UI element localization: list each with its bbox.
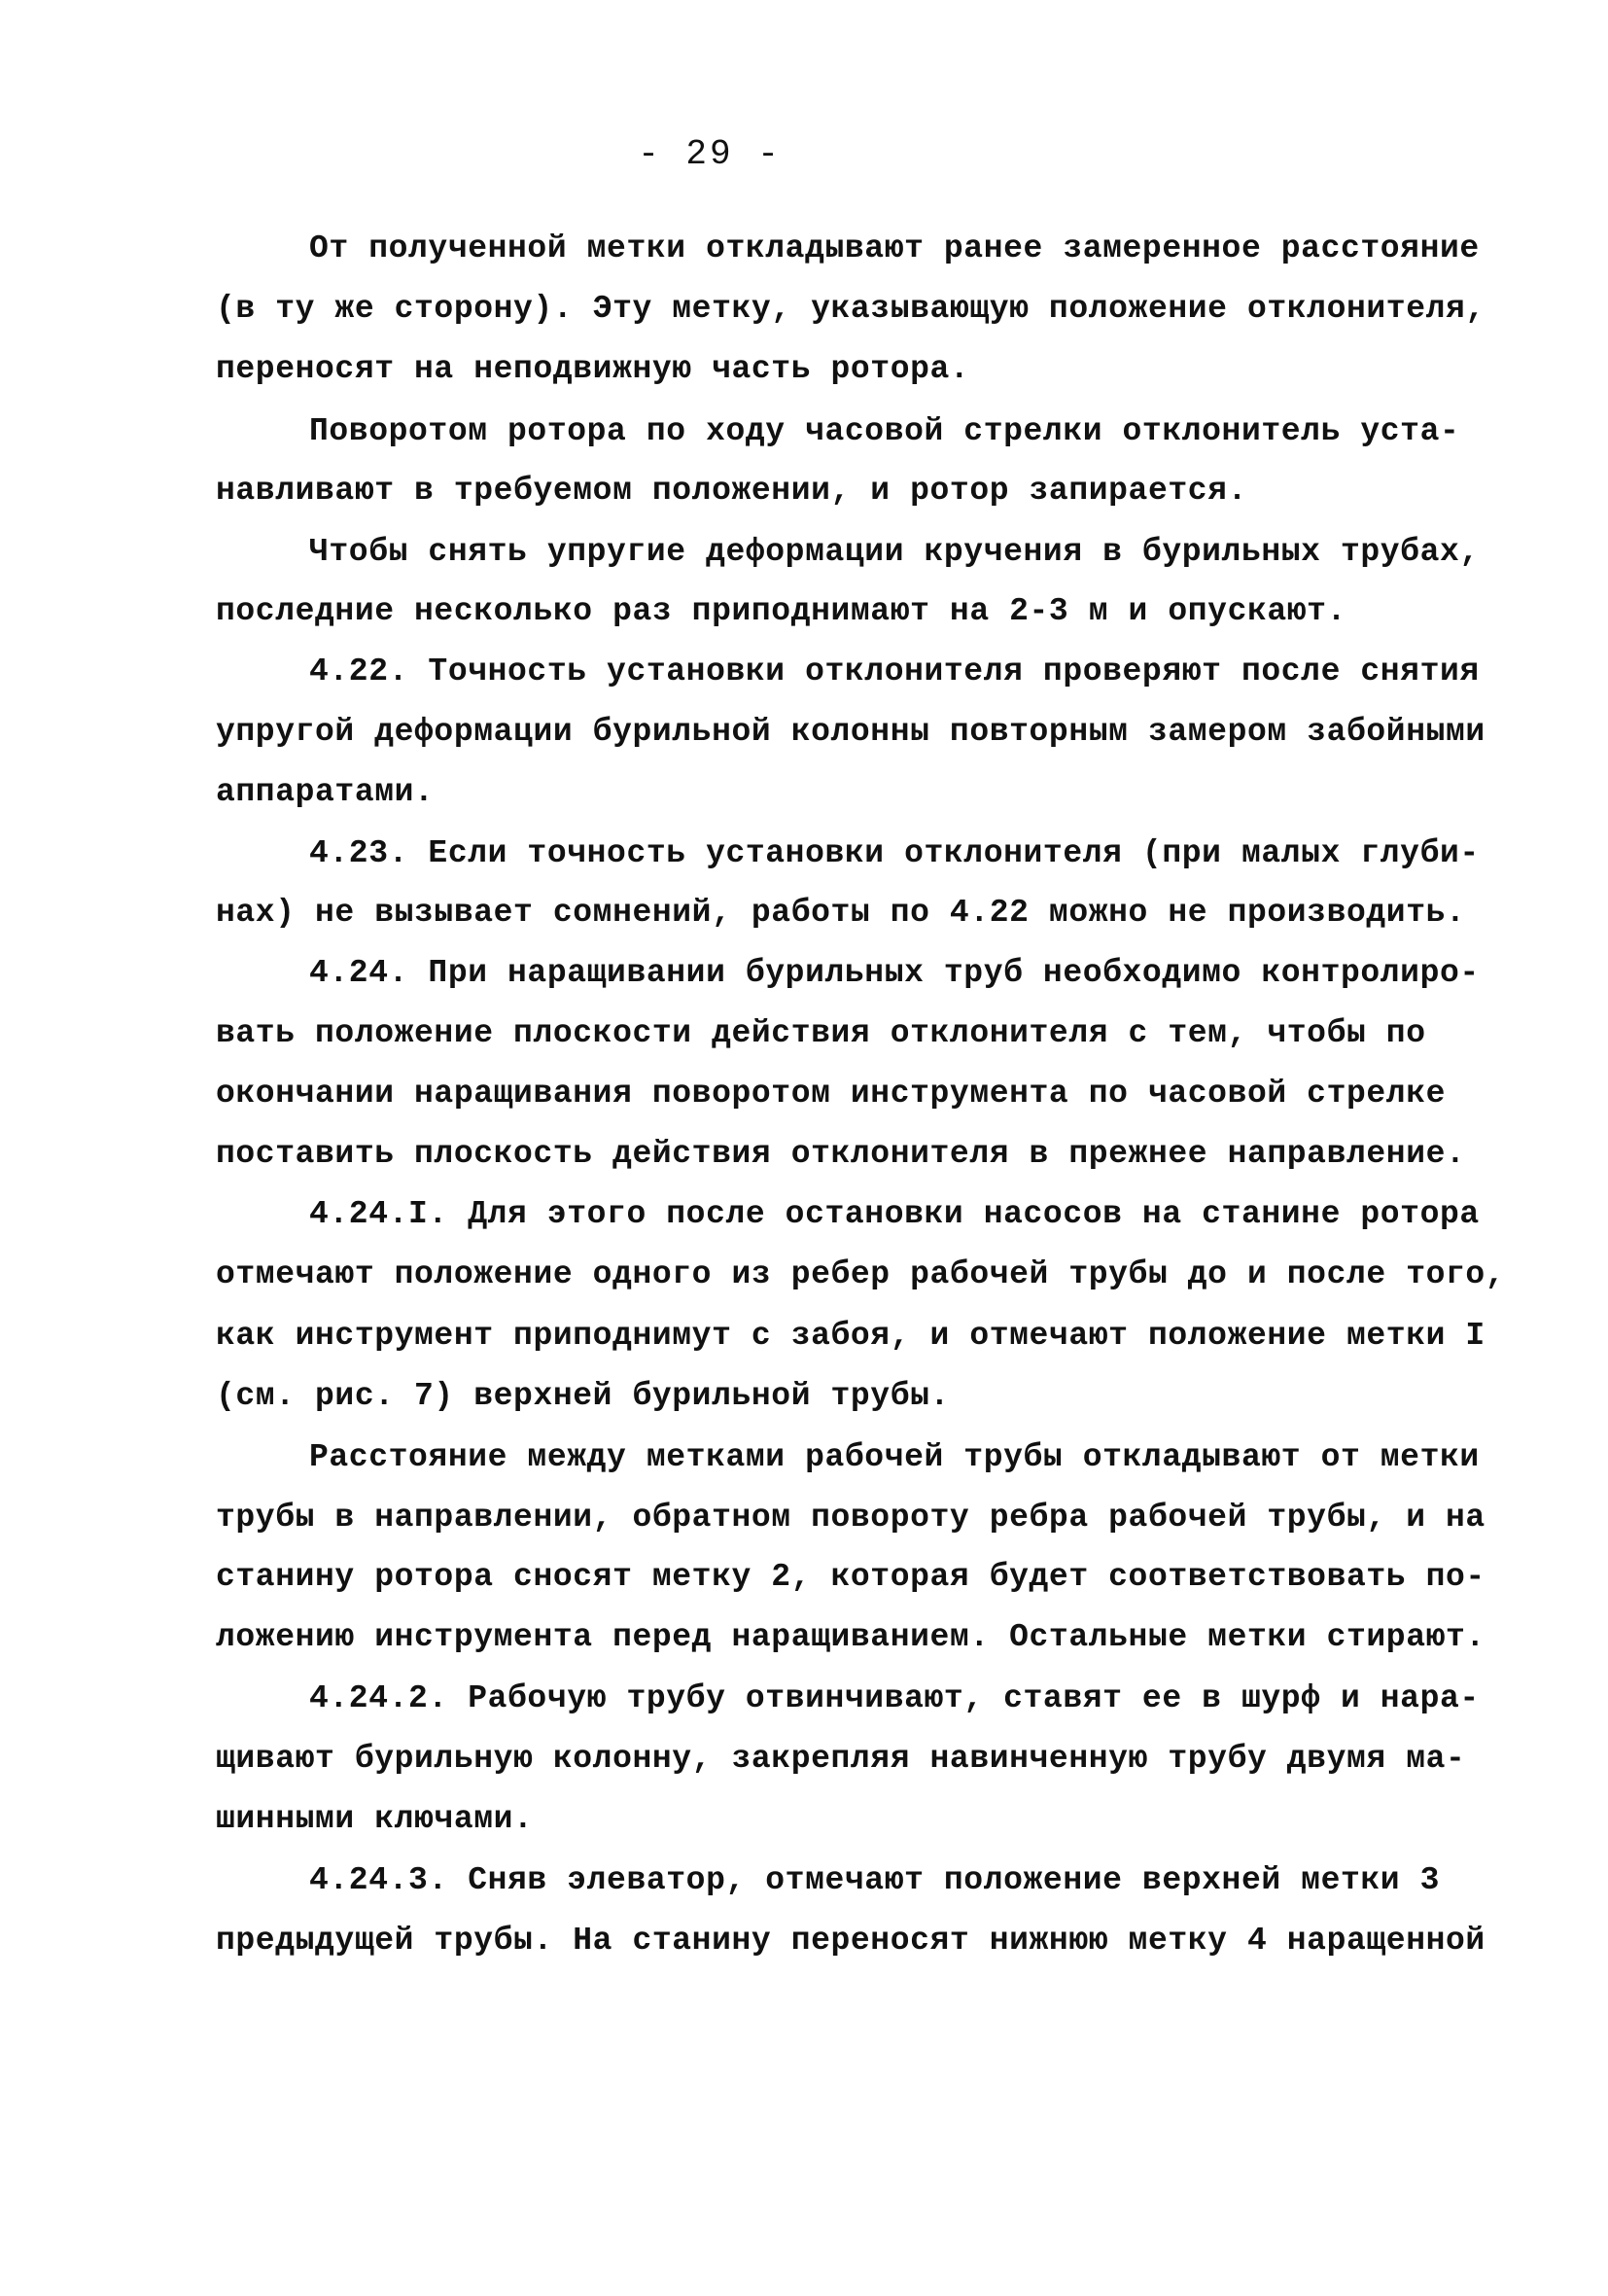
text-line: станину ротора сносят метку 2, которая будет соответствовать по-: [216, 1559, 1486, 1595]
text-line: шинными ключами.: [216, 1801, 534, 1837]
text-line: (см. рис. 7) верхней бурильной трубы.: [216, 1378, 950, 1414]
text-line: упругой деформации бурильной колонны повторным замером забойными: [216, 714, 1486, 750]
text-line: как инструмент приподнимут с забоя, и отмечают положение метки I: [216, 1318, 1486, 1354]
text-line: поставить плоскость действия отклонителя в прежнее направление.: [216, 1136, 1466, 1172]
text-line: (в ту же сторону). Эту метку, указывающую положение отклонителя,: [216, 291, 1486, 327]
text-line: щивают бурильную колонну, закрепляя навинченную трубу двумя ма-: [216, 1741, 1466, 1777]
text-line: последние несколько раз приподнимают на 2-3 м и опускают.: [216, 593, 1346, 629]
text-line: окончании наращивания поворотом инструмента по часовой стрелке: [216, 1076, 1446, 1112]
text-line: Поворотом ротора по ходу часовой стрелки отклонитель уста-: [309, 413, 1460, 449]
text-line: 4.24.I. Для этого после остановки насосов на станине ротора: [309, 1196, 1480, 1232]
text-line: ложению инструмента перед наращиванием. Остальные метки стирают.: [216, 1619, 1486, 1655]
text-line: отмечают положение одного из ребер рабочей трубы до и после того,: [216, 1256, 1506, 1292]
text-line: От полученной метки откладывают ранее замеренное расстояние: [309, 230, 1480, 266]
page-number: - 29 -: [638, 134, 782, 174]
text-line: 4.24.3. Сняв элеватор, отмечают положение верхней метки 3: [309, 1862, 1440, 1898]
text-line: трубы в направлении, обратном повороту ребра рабочей трубы, и на: [216, 1500, 1486, 1536]
text-line: Расстояние между метками рабочей трубы откладывают от метки: [309, 1439, 1480, 1475]
text-line: 4.22. Точность установки отклонителя проверяют после снятия: [309, 653, 1480, 689]
text-line: нах) не вызывает сомнений, работы по 4.22 можно не производить.: [216, 895, 1466, 931]
text-line: вать положение плоскости действия отклонителя с тем, чтобы по: [216, 1015, 1426, 1051]
text-line: 4.24. При наращивании бурильных труб необходимо контролиро-: [309, 955, 1480, 991]
text-line: 4.23. Если точность установки отклонителя (при малых глуби-: [309, 835, 1480, 871]
text-line: 4.24.2. Рабочую трубу отвинчивают, ставят ее в шурф и нара-: [309, 1680, 1480, 1716]
text-line: переносят на неподвижную часть ротора.: [216, 351, 970, 387]
text-line: навливают в требуемом положении, и ротор запирается.: [216, 473, 1247, 509]
text-line: аппаратами.: [216, 774, 435, 810]
text-line: предыдущей трубы. На станину переносят нижнюю метку 4 наращенной: [216, 1923, 1486, 1959]
text-line: Чтобы снять упругие деформации кручения в бурильных трубах,: [309, 534, 1480, 570]
